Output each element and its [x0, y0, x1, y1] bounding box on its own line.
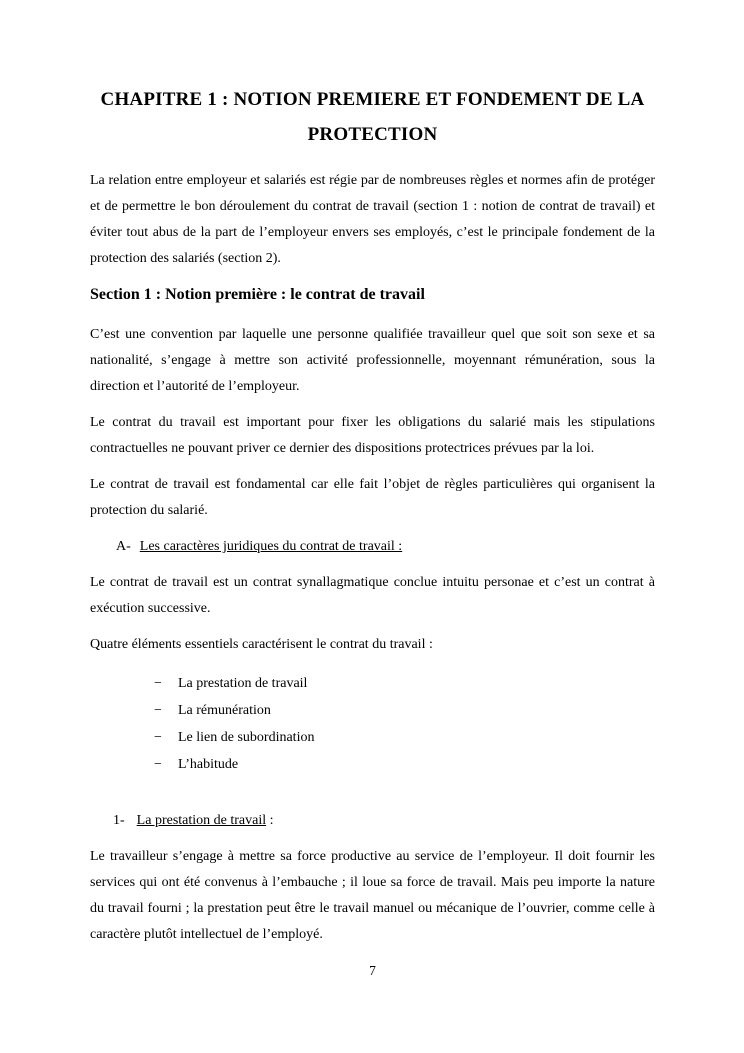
list-item-a	[116, 534, 655, 560]
item-1-label: La prestation de travail	[136, 813, 267, 828]
paragraph-quatre-elements: Quatre éléments essentiels caractérisent le contrat du travail :	[90, 637, 433, 652]
bullet-item	[154, 751, 655, 778]
bullet-item	[154, 697, 655, 724]
bullet-dash-marker: −	[154, 676, 162, 691]
intro-paragraph: La relation entre employeur et salariés est régie par de nombreuses règles et normes afin de protéger et de permettre le bon déroulement du contrat de travail (section 1 : notion de contrat de travail) et éviter tout abus de la part de l’employeur envers ses employés, c’est le principale fondement de la protection des salariés (section 2).	[90, 173, 655, 266]
paragraph-contract-definition: C’est une convention par laquelle une personne qualifiée travailleur quel que soit son sexe et sa nationalité, s’engage à mettre son activité professionnelle, moyennant rémunération, sous la direction et l’autorité de l’employeur.	[90, 327, 655, 394]
chapter-title: CHAPITRE 1 : NOTION PREMIERE ET FONDEMENT DE LA PROTECTION	[100, 89, 645, 145]
section-1-heading: Section 1 : Notion première : le contrat de travail	[90, 286, 425, 303]
bullet-item	[154, 670, 655, 697]
bullet-list	[154, 670, 655, 778]
bullet-dash-marker: −	[154, 730, 162, 745]
bullet-label: La prestation de travail	[178, 676, 308, 691]
bullet-label: L’habitude	[178, 757, 239, 772]
paragraph-contract-fondamental: Le contrat de travail est fondamental car elle fait l’objet de règles particulières qui organisent la protection du salarié.	[90, 477, 655, 518]
paragraph-synallagmatique: Le contrat de travail est un contrat synallagmatique conclue intuitu personae et c’est un contrat à exécution successive.	[90, 575, 655, 616]
bullet-item	[154, 724, 655, 751]
item-1-marker: 1-	[113, 813, 125, 828]
bullet-dash-marker: −	[154, 757, 162, 772]
page-number: 7	[369, 963, 376, 978]
bullet-dash-marker: −	[154, 703, 162, 718]
list-item-1	[113, 808, 655, 834]
bullet-label: Le lien de subordination	[178, 730, 315, 745]
paragraph-contract-importance: Le contrat du travail est important pour fixer les obligations du salarié mais les stipulations contractuelles ne pouvant priver ce dernier des dispositions protectrices prévues par la loi.	[90, 415, 655, 456]
bullet-label: La rémunération	[178, 703, 271, 718]
item-a-label: Les caractères juridiques du contrat de travail :	[139, 539, 403, 554]
item-1-colon: :	[266, 813, 274, 828]
item-a-marker: A-	[116, 539, 131, 554]
paragraph-prestation: Le travailleur s’engage à mettre sa force productive au service de l’employeur. Il doit fournir les services qui ont été convenus à l’embauche ; il loue sa force de travail. Mais peu importe la nature du travail fourni ; la prestation peut être le travail manuel ou mécanique de l’ouvrier, comme celle à caractère plutôt intellectuel de l’employé.	[90, 849, 655, 942]
